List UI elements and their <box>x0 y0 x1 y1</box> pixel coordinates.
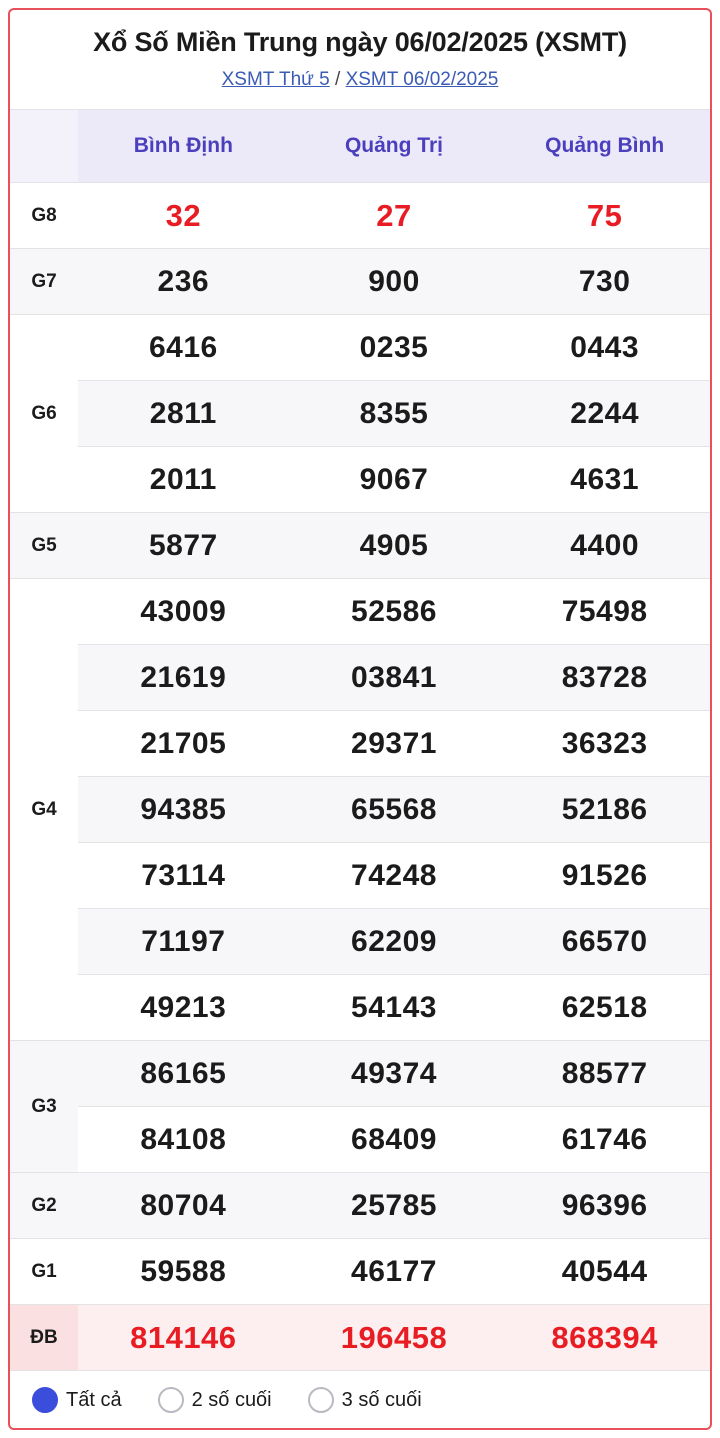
result-number: 2011 <box>78 447 289 513</box>
result-number: 65568 <box>289 777 500 843</box>
table-row <box>10 909 710 975</box>
prize-label-g7: G7 <box>10 249 78 315</box>
result-number: 96396 <box>499 1173 710 1239</box>
result-number: 03841 <box>289 645 500 711</box>
prize-label-g1: G1 <box>10 1239 78 1305</box>
result-number: 21705 <box>78 711 289 777</box>
result-number: 46177 <box>289 1239 500 1305</box>
prize-label-g4: G4 <box>10 579 78 1041</box>
result-number: 4905 <box>289 513 500 579</box>
prize-label-g5: G5 <box>10 513 78 579</box>
result-number: 74248 <box>289 843 500 909</box>
result-number: 21619 <box>78 645 289 711</box>
result-number: 4400 <box>499 513 710 579</box>
prize-label-g2: G2 <box>10 1173 78 1239</box>
result-number: 43009 <box>78 579 289 645</box>
radio-icon-all[interactable] <box>32 1387 58 1413</box>
result-number: 75498 <box>499 579 710 645</box>
result-number: 900 <box>289 249 500 315</box>
result-number: 2244 <box>499 381 710 447</box>
result-number: 75 <box>499 183 710 249</box>
table-header-row <box>10 110 710 183</box>
result-number: 94385 <box>78 777 289 843</box>
filter-option-all[interactable] <box>32 1387 122 1413</box>
prize-label-g3: G3 <box>10 1041 78 1173</box>
filter-option-last-3-label: 3 số cuối <box>341 1388 422 1411</box>
result-number: 84108 <box>78 1107 289 1173</box>
table-row <box>10 1239 710 1305</box>
result-number: 86165 <box>78 1041 289 1107</box>
filter-option-last-2-label: 2 số cuối <box>191 1388 272 1411</box>
prize-label-đb: ĐB <box>10 1305 78 1371</box>
results-table <box>10 109 710 1371</box>
page-title: Xổ Số Miền Trung ngày 06/02/2025 (XSMT) <box>93 27 627 57</box>
result-number: 29371 <box>289 711 500 777</box>
card-header <box>10 10 710 99</box>
result-number: 40544 <box>499 1239 710 1305</box>
result-number: 4631 <box>499 447 710 513</box>
result-number: 59588 <box>78 1239 289 1305</box>
result-number: 62209 <box>289 909 500 975</box>
table-row <box>10 645 710 711</box>
result-number: 6416 <box>78 315 289 381</box>
result-number: 36323 <box>499 711 710 777</box>
table-row <box>10 843 710 909</box>
table-row <box>10 777 710 843</box>
breadcrumb-link-date[interactable]: XSMT 06/02/2025 <box>345 69 499 91</box>
prize-label-g8: G8 <box>10 183 78 249</box>
result-number: 61746 <box>499 1107 710 1173</box>
table-row <box>10 183 710 249</box>
results-table-body <box>10 183 710 1371</box>
column-header-quang-binh: Quảng Bình <box>499 110 710 183</box>
table-row <box>10 249 710 315</box>
filter-option-last-2[interactable] <box>158 1387 272 1413</box>
result-number: 868394 <box>499 1305 710 1371</box>
column-header-prize <box>10 110 78 183</box>
lottery-result-card <box>8 8 712 1430</box>
result-number: 5877 <box>78 513 289 579</box>
column-header-binh-dinh: Bình Định <box>78 110 289 183</box>
table-row <box>10 381 710 447</box>
table-row <box>10 1041 710 1107</box>
result-number: 32 <box>78 183 289 249</box>
result-number: 0443 <box>499 315 710 381</box>
breadcrumb <box>20 68 700 93</box>
result-number: 49213 <box>78 975 289 1041</box>
table-row <box>10 711 710 777</box>
results-table-head <box>10 110 710 183</box>
table-row <box>10 1173 710 1239</box>
result-number: 54143 <box>289 975 500 1041</box>
result-number: 52186 <box>499 777 710 843</box>
filter-options <box>10 1371 710 1427</box>
result-number: 52586 <box>289 579 500 645</box>
result-number: 2811 <box>78 381 289 447</box>
result-number: 0235 <box>289 315 500 381</box>
radio-icon-last-2[interactable] <box>158 1387 184 1413</box>
table-row <box>10 975 710 1041</box>
filter-option-last-3[interactable] <box>308 1387 422 1413</box>
prize-label-g6: G6 <box>10 315 78 513</box>
result-number: 80704 <box>78 1173 289 1239</box>
result-number: 730 <box>499 249 710 315</box>
result-number: 71197 <box>78 909 289 975</box>
table-row <box>10 315 710 381</box>
result-number: 25785 <box>289 1173 500 1239</box>
table-row <box>10 579 710 645</box>
result-number: 66570 <box>499 909 710 975</box>
result-number: 91526 <box>499 843 710 909</box>
result-number: 62518 <box>499 975 710 1041</box>
result-number: 196458 <box>289 1305 500 1371</box>
result-number: 68409 <box>289 1107 500 1173</box>
result-number: 8355 <box>289 381 500 447</box>
result-number: 27 <box>289 183 500 249</box>
result-number: 83728 <box>499 645 710 711</box>
breadcrumb-link-day[interactable]: XSMT Thứ 5 <box>221 69 330 91</box>
result-number: 49374 <box>289 1041 500 1107</box>
result-number: 9067 <box>289 447 500 513</box>
result-number: 88577 <box>499 1041 710 1107</box>
breadcrumb-separator: / <box>335 69 341 91</box>
radio-icon-last-3[interactable] <box>308 1387 334 1413</box>
result-number: 73114 <box>78 843 289 909</box>
table-row <box>10 1305 710 1371</box>
filter-option-all-label: Tất cả <box>66 1388 122 1411</box>
result-number: 814146 <box>78 1305 289 1371</box>
column-header-quang-tri: Quảng Trị <box>289 110 500 183</box>
table-row <box>10 1107 710 1173</box>
result-number: 236 <box>78 249 289 315</box>
table-row <box>10 447 710 513</box>
table-row <box>10 513 710 579</box>
